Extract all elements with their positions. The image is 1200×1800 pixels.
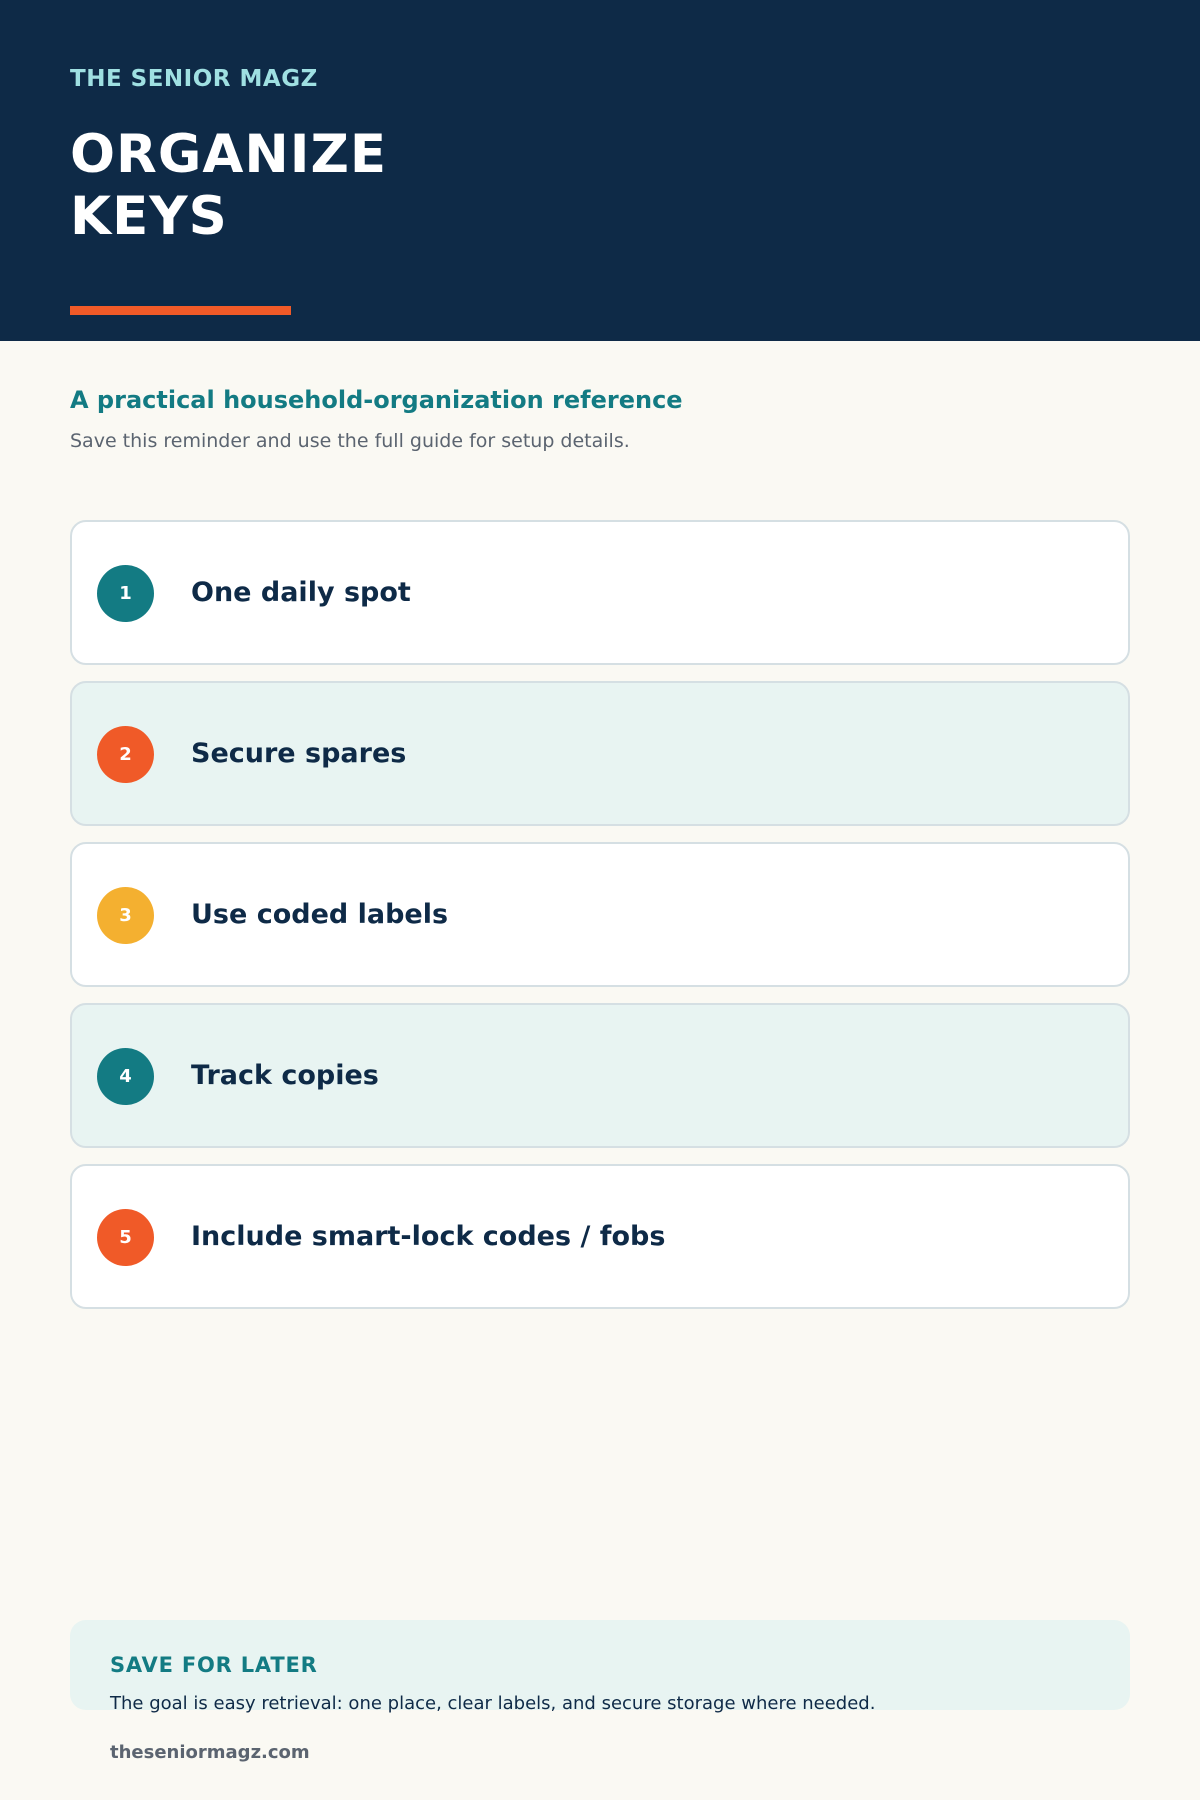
- step-label: Include smart-lock codes / fobs: [191, 1221, 666, 1252]
- step-card-5: [70, 1164, 1130, 1309]
- save-for-later-title: SAVE FOR LATER: [110, 1653, 318, 1677]
- step-number-badge: 5: [97, 1209, 154, 1266]
- step-number-badge: 3: [97, 887, 154, 944]
- save-for-later-text: The goal is easy retrieval: one place, clear labels, and secure storage where needed.: [110, 1693, 876, 1714]
- step-card-2: [70, 681, 1130, 826]
- step-number-badge: 1: [97, 565, 154, 622]
- steps-list: [70, 520, 1130, 1325]
- subtitle: A practical household-organization reference: [70, 386, 683, 414]
- page-title-line-2: KEYS: [70, 186, 228, 247]
- step-label: Track copies: [191, 1060, 379, 1091]
- step-label: One daily spot: [191, 577, 411, 608]
- step-number-badge: 4: [97, 1048, 154, 1105]
- site-url: theseniormagz.com: [110, 1742, 310, 1763]
- step-card-4: [70, 1003, 1130, 1148]
- accent-bar: [70, 306, 291, 315]
- step-number-badge: 2: [97, 726, 154, 783]
- brand-name: THE SENIOR MAGZ: [70, 66, 318, 92]
- step-card-3: [70, 842, 1130, 987]
- step-label: Use coded labels: [191, 899, 449, 930]
- intro-note: Save this reminder and use the full guide for setup details.: [70, 430, 630, 452]
- step-card-1: [70, 520, 1130, 665]
- step-label: Secure spares: [191, 738, 407, 769]
- page-title: [70, 124, 387, 248]
- header-banner: [0, 0, 1200, 341]
- page-title-line-1: ORGANIZE: [70, 124, 388, 185]
